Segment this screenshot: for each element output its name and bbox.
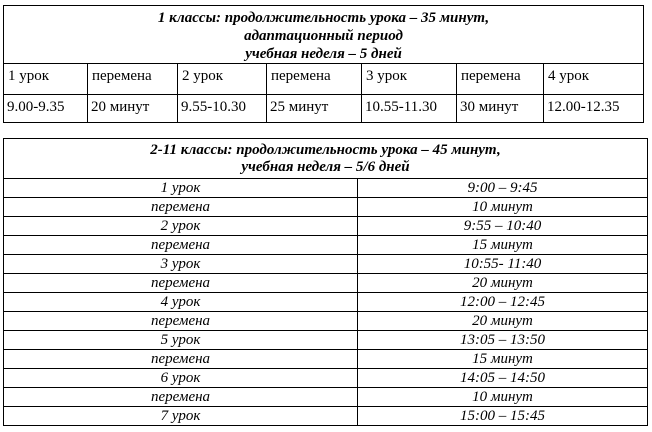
period-label: перемена	[4, 350, 358, 369]
table-row	[4, 369, 648, 388]
period-label: 5 урок	[4, 331, 358, 350]
grade-1-title	[4, 6, 644, 64]
grade-1-title-line: 1 классы: продолжительность урока – 35 минут,	[157, 10, 490, 26]
period-label: 3 урок	[4, 255, 358, 274]
period-label: перемена	[4, 388, 358, 407]
period-time: 12:00 – 12:45	[358, 293, 648, 312]
period-time: 10 минут	[358, 198, 648, 217]
grade-1-header-cell: перемена	[88, 64, 178, 95]
period-label: перемена	[4, 236, 358, 255]
grade-1-value-cell: 9.55-10.30	[178, 95, 267, 123]
grades-2-11-title	[4, 139, 648, 179]
period-label: 2 урок	[4, 217, 358, 236]
table-row	[4, 236, 648, 255]
grade-1-header-cell: 3 урок	[362, 64, 457, 95]
grade-1-value-cell: 9.00-9.35	[4, 95, 88, 123]
schedule-table-grade-1	[3, 5, 644, 123]
period-time: 20 минут	[358, 274, 648, 293]
table-row	[4, 388, 648, 407]
period-time: 9:00 – 9:45	[358, 179, 648, 198]
period-label: 7 урок	[4, 407, 358, 426]
period-time: 10 минут	[358, 388, 648, 407]
grade-1-value-cell: 30 минут	[457, 95, 544, 123]
table-row	[4, 198, 648, 217]
table-row	[4, 293, 648, 312]
period-time: 15 минут	[358, 236, 648, 255]
period-label: перемена	[4, 274, 358, 293]
period-time: 20 минут	[358, 312, 648, 331]
period-time: 10:55- 11:40	[358, 255, 648, 274]
schedule-table-grades-2-11	[3, 138, 648, 426]
period-label: 1 урок	[4, 179, 358, 198]
table-row	[4, 274, 648, 293]
grade-1-header-row	[4, 64, 644, 95]
period-label: перемена	[4, 198, 358, 217]
table-row	[4, 407, 648, 426]
period-label: 4 урок	[4, 293, 358, 312]
grade-1-header-cell: 1 урок	[4, 64, 88, 95]
grade-1-title-line: учебная неделя – 5 дней	[245, 46, 402, 62]
grade-1-value-cell: 20 минут	[88, 95, 178, 123]
period-time: 15:00 – 15:45	[358, 407, 648, 426]
grade-1-value-row	[4, 95, 644, 123]
period-time: 15 минут	[358, 350, 648, 369]
table-row	[4, 179, 648, 198]
grade-1-header-cell: перемена	[457, 64, 544, 95]
table-row	[4, 217, 648, 236]
grade-1-value-cell: 25 минут	[267, 95, 362, 123]
grade-1-value-cell: 12.00-12.35	[544, 95, 644, 123]
grades-2-11-title-line: 2-11 классы: продолжительность урока – 45 минут,	[150, 142, 501, 158]
grade-1-header-cell: перемена	[267, 64, 362, 95]
table-row	[4, 312, 648, 331]
period-time: 13:05 – 13:50	[358, 331, 648, 350]
table-row	[4, 331, 648, 350]
table-row	[4, 255, 648, 274]
grades-2-11-title-line: учебная неделя – 5/6 дней	[241, 159, 410, 175]
table-row	[4, 350, 648, 369]
grade-1-title-line: адаптационный период	[244, 28, 403, 44]
period-time: 14:05 – 14:50	[358, 369, 648, 388]
grade-1-header-cell: 2 урок	[178, 64, 267, 95]
period-time: 9:55 – 10:40	[358, 217, 648, 236]
period-label: 6 урок	[4, 369, 358, 388]
grade-1-header-cell: 4 урок	[544, 64, 644, 95]
grade-1-value-cell: 10.55-11.30	[362, 95, 457, 123]
period-label: перемена	[4, 312, 358, 331]
